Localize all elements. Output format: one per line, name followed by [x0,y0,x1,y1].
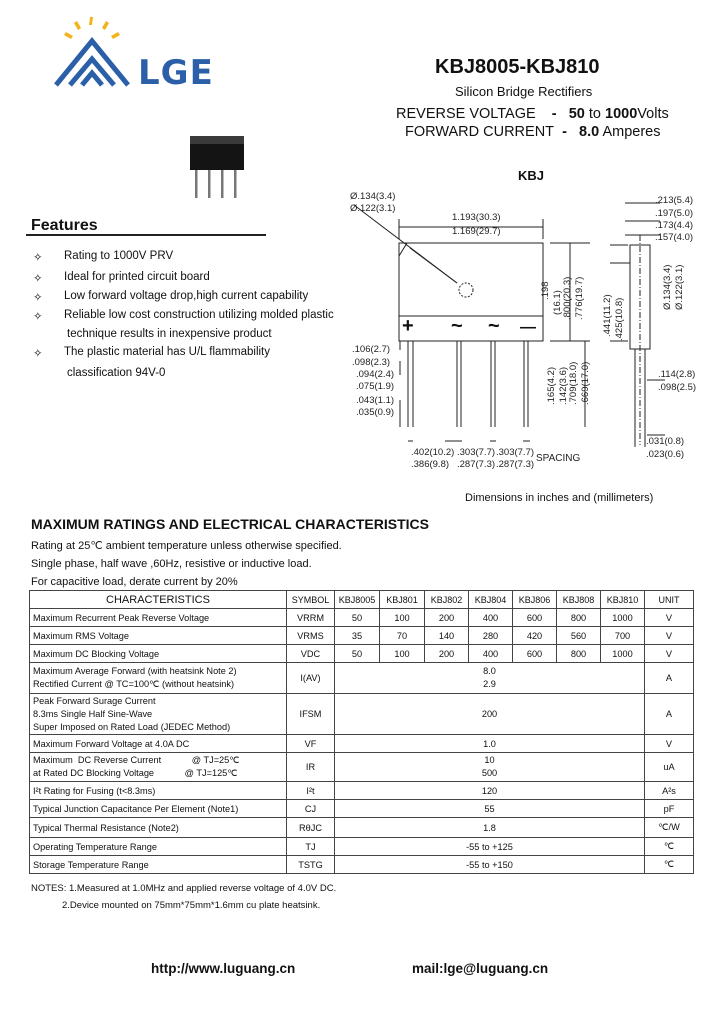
row-symbol: TJ [287,838,335,856]
row-unit: A [645,694,694,735]
row-name: Typical Thermal Resistance (Note2) [30,818,287,838]
col-header: KBJ802 [425,591,469,609]
dim-l075: .075(1.9) [356,381,395,392]
features-title: Features [31,217,98,234]
reverse-voltage-to: to [588,106,601,122]
dim-b287b: .287(7.3) [496,459,535,470]
dim-v134: Ø.134(3.4) [662,264,673,310]
footnote-2: 2.Device mounted on 75mm*75mm*1.6mm cu plate heatsink. [62,900,321,911]
reverse-voltage-dash: - [551,106,557,122]
forward-current-line [405,124,660,140]
footnote-1: NOTES: 1.Measured at 1.0MHz and applied reverse voltage of 4.0V DC. [31,883,337,894]
dim-r023: .023(0.6) [646,449,685,460]
reverse-voltage-line [396,106,669,122]
footer-mail-link[interactable]: mail:lge@luguang.cn [412,961,549,976]
feature-bullet-icon: ✧ [33,348,43,360]
row-value: 55 [335,800,645,818]
row-name-line: Maximum DC Reverse Current @ TJ=25℃ [33,755,240,765]
row-value: 10 500 [335,753,645,782]
row-value: 70 [380,627,425,645]
dim-hole-a: Ø.134(3.4) [350,191,396,202]
package-name: KBJ [518,168,545,183]
row-name: Maximum Forward Voltage at 4.0A DC [30,735,287,753]
row-symbol: IR [287,753,335,782]
row-value: 140 [425,627,469,645]
row-name-line: Maximum Average Forward (with heatsink Note 2) [33,666,237,676]
row-value: 1.8 [335,818,645,838]
table-row [30,818,694,838]
part-number: KBJ8005-KBJ810 [435,56,600,78]
row-name [30,694,287,735]
col-header: KBJ808 [557,591,601,609]
dim-b303b: .303(7.7) [496,447,535,458]
row-symbol: TSTG [287,856,335,874]
dim-b402: .402(10.2) [411,447,455,458]
row-unit: A²s [645,782,694,800]
row-unit: V [645,645,694,663]
row-symbol: I(AV) [287,663,335,694]
row-unit: A [645,663,694,694]
row-symbol: I²t [287,782,335,800]
col-header: KBJ801 [380,591,425,609]
table-row [30,838,694,856]
row-symbol: RθJC [287,818,335,838]
col-header: KBJ810 [601,591,645,609]
row-value: 600 [513,645,557,663]
row-symbol: VRRM [287,609,335,627]
table-row [30,609,694,627]
feature-bullet-icon: ✧ [33,292,43,304]
row-unit: pF [645,800,694,818]
row-value: 600 [513,609,557,627]
col-header: UNIT [645,591,694,609]
dim-r098: .098(2.5) [658,382,697,393]
dim-b386: .386(9.8) [411,459,450,470]
row-name: Operating Temperature Range [30,838,287,856]
row-value: 200 [425,609,469,627]
forward-current-value: 8.0 [579,124,600,140]
table-row [30,856,694,874]
row-value: 50 [335,609,380,627]
row-value: 420 [513,627,557,645]
dim-v425: .425(10.8) [614,297,625,341]
dim-l035: .035(0.9) [356,407,395,418]
footer-url-link[interactable]: http://www.luguang.cn [151,961,296,976]
dim-hole-b: Ø.122(3.1) [350,203,396,214]
dim-v142: .142(3.6) [558,366,569,405]
terminal-tilde-2: ~ [488,315,500,337]
row-name: Maximum Recurrent Peak Reverse Voltage [30,609,287,627]
table-row [30,663,694,694]
col-header: KBJ804 [469,591,513,609]
package-diagram [340,165,720,510]
brand-name: LGE [138,53,214,93]
dim-l098: .098(2.3) [352,357,391,368]
dim-v776: .776(19.7) [574,276,585,320]
feature-item: classification 94V-0 [67,367,166,379]
ratings-table [29,590,694,874]
row-symbol: IFSM [287,694,335,735]
row-name: Storage Temperature Range [30,856,287,874]
diagram-caption: Dimensions in inches and (millimeters) [465,492,654,504]
row-value: 560 [557,627,601,645]
row-unit: ℃/W [645,818,694,838]
reverse-voltage-label: REVERSE VOLTAGE [396,106,536,122]
ratings-note-2: Single phase, half wave ,60Hz, resistive or inductive load. [31,558,312,570]
table-row [30,800,694,818]
dim-b287a: .287(7.3) [457,459,496,470]
col-header: SYMBOL [287,591,335,609]
logo-mark-icon [52,15,132,93]
table-row [30,782,694,800]
col-header: KBJ8005 [335,591,380,609]
row-name: Typical Junction Capacitance Per Element (Note1) [30,800,287,818]
dim-v165: .165(4.2) [546,366,557,405]
row-unit: V [645,735,694,753]
terminal-tilde-1: ~ [451,315,463,337]
row-value: 700 [601,627,645,645]
row-value: 200 [425,645,469,663]
dim-b303a: .303(7.7) [457,447,496,458]
dim-v198: .198 [540,281,551,300]
dim-v161: (16.1) [552,290,563,315]
feature-bullet-icon: ✧ [33,252,43,264]
ratings-note-3: For capacitive load, derate current by 20% [31,576,238,588]
row-value: 400 [469,645,513,663]
dim-v122: Ø.122(3.1) [674,264,685,310]
row-name: Maximum DC Blocking Voltage [30,645,287,663]
row-name [30,753,287,782]
row-name: Maximum RMS Voltage [30,627,287,645]
row-value: 200 [335,694,645,735]
dim-v709: .709(18.0) [568,361,579,405]
dim-v669: .669(17.0) [580,361,591,405]
row-value: 100 [380,609,425,627]
table-row [30,627,694,645]
row-value: 8.0 2.9 [335,663,645,694]
row-value: 100 [380,645,425,663]
ratings-note-1: Rating at 25℃ ambient temperature unless otherwise specified. [31,540,342,552]
row-unit: V [645,627,694,645]
row-name [30,663,287,694]
dim-v441: .441(11.2) [602,294,613,337]
col-header: KBJ806 [513,591,557,609]
row-symbol: VF [287,735,335,753]
row-value: 800 [557,645,601,663]
feature-bullet-icon: ✧ [33,273,43,285]
reverse-voltage-unit: Volts [637,106,669,122]
forward-current-label: FORWARD CURRENT [405,124,555,140]
dim-spacing: SPACING [536,453,581,464]
row-value: 35 [335,627,380,645]
row-value: -55 to +125 [335,838,645,856]
table-row [30,753,694,782]
row-name-line: Peak Forward Surage Current [33,695,156,706]
reverse-voltage-min: 50 [568,106,585,122]
logo [52,15,252,95]
col-header: CHARACTERISTICS [30,591,287,609]
dim-len-b: 1.169(29.7) [452,226,501,237]
dim-v800: .800(20.3) [562,276,573,320]
table-row [30,694,694,735]
row-value: 1.0 [335,735,645,753]
dim-l043: .043(1.1) [356,395,395,406]
forward-current-unit: Amperes [602,124,661,140]
row-symbol: CJ [287,800,335,818]
row-name-line: Super Imposed on Rated Load (JEDEC Method) [33,721,231,732]
terminal-plus: + [402,315,414,337]
reverse-voltage-max: 1000 [605,106,638,122]
row-unit: ℃ [645,856,694,874]
forward-current-dash: - [562,124,567,140]
row-unit: ℃ [645,838,694,856]
row-name-line: 8.3ms Single Half Sine-Wave [33,708,153,719]
row-value: -55 to +150 [335,856,645,874]
row-unit: uA [645,753,694,782]
table-header-row [30,591,694,609]
row-value: 120 [335,782,645,800]
dim-len-a: 1.193(30.3) [452,212,501,223]
row-name-line: Rectified Current @ TC=100℃ (without heatsink) [33,679,235,689]
ratings-title: MAXIMUM RATINGS AND ELECTRICAL CHARACTERISTICS [31,516,429,532]
row-name-line: at Rated DC Blocking Voltage @ TJ=125℃ [33,768,238,778]
features-underline [26,234,266,236]
row-value: 1000 [601,645,645,663]
row-value: 1000 [601,609,645,627]
row-unit: V [645,609,694,627]
row-symbol: VDC [287,645,335,663]
table-row [30,735,694,753]
row-value: 800 [557,609,601,627]
dim-r114: .114(2.8) [658,369,696,380]
row-value: 400 [469,609,513,627]
dim-r157: .157(4.0) [655,232,694,243]
table-row [30,645,694,663]
feature-bullet-icon: ✧ [33,311,43,323]
row-value: 50 [335,645,380,663]
dim-r173: .173(4.4) [655,220,694,231]
dim-r197: .197(5.0) [655,208,694,219]
terminal-minus: — [520,319,536,336]
dim-r031: .031(0.8) [646,436,685,447]
dim-l094: .094(2.4) [356,369,395,380]
row-symbol: VRMS [287,627,335,645]
row-value: 280 [469,627,513,645]
product-image-icon [190,136,250,202]
subtitle: Silicon Bridge Rectifiers [455,84,593,99]
dim-l106: .106(2.7) [352,344,391,355]
dim-r213: .213(5.4) [655,195,694,206]
feature-item: technique results in inexpensive product [67,328,272,340]
row-name: I²t Rating for Fusing (t<8.3ms) [30,782,287,800]
